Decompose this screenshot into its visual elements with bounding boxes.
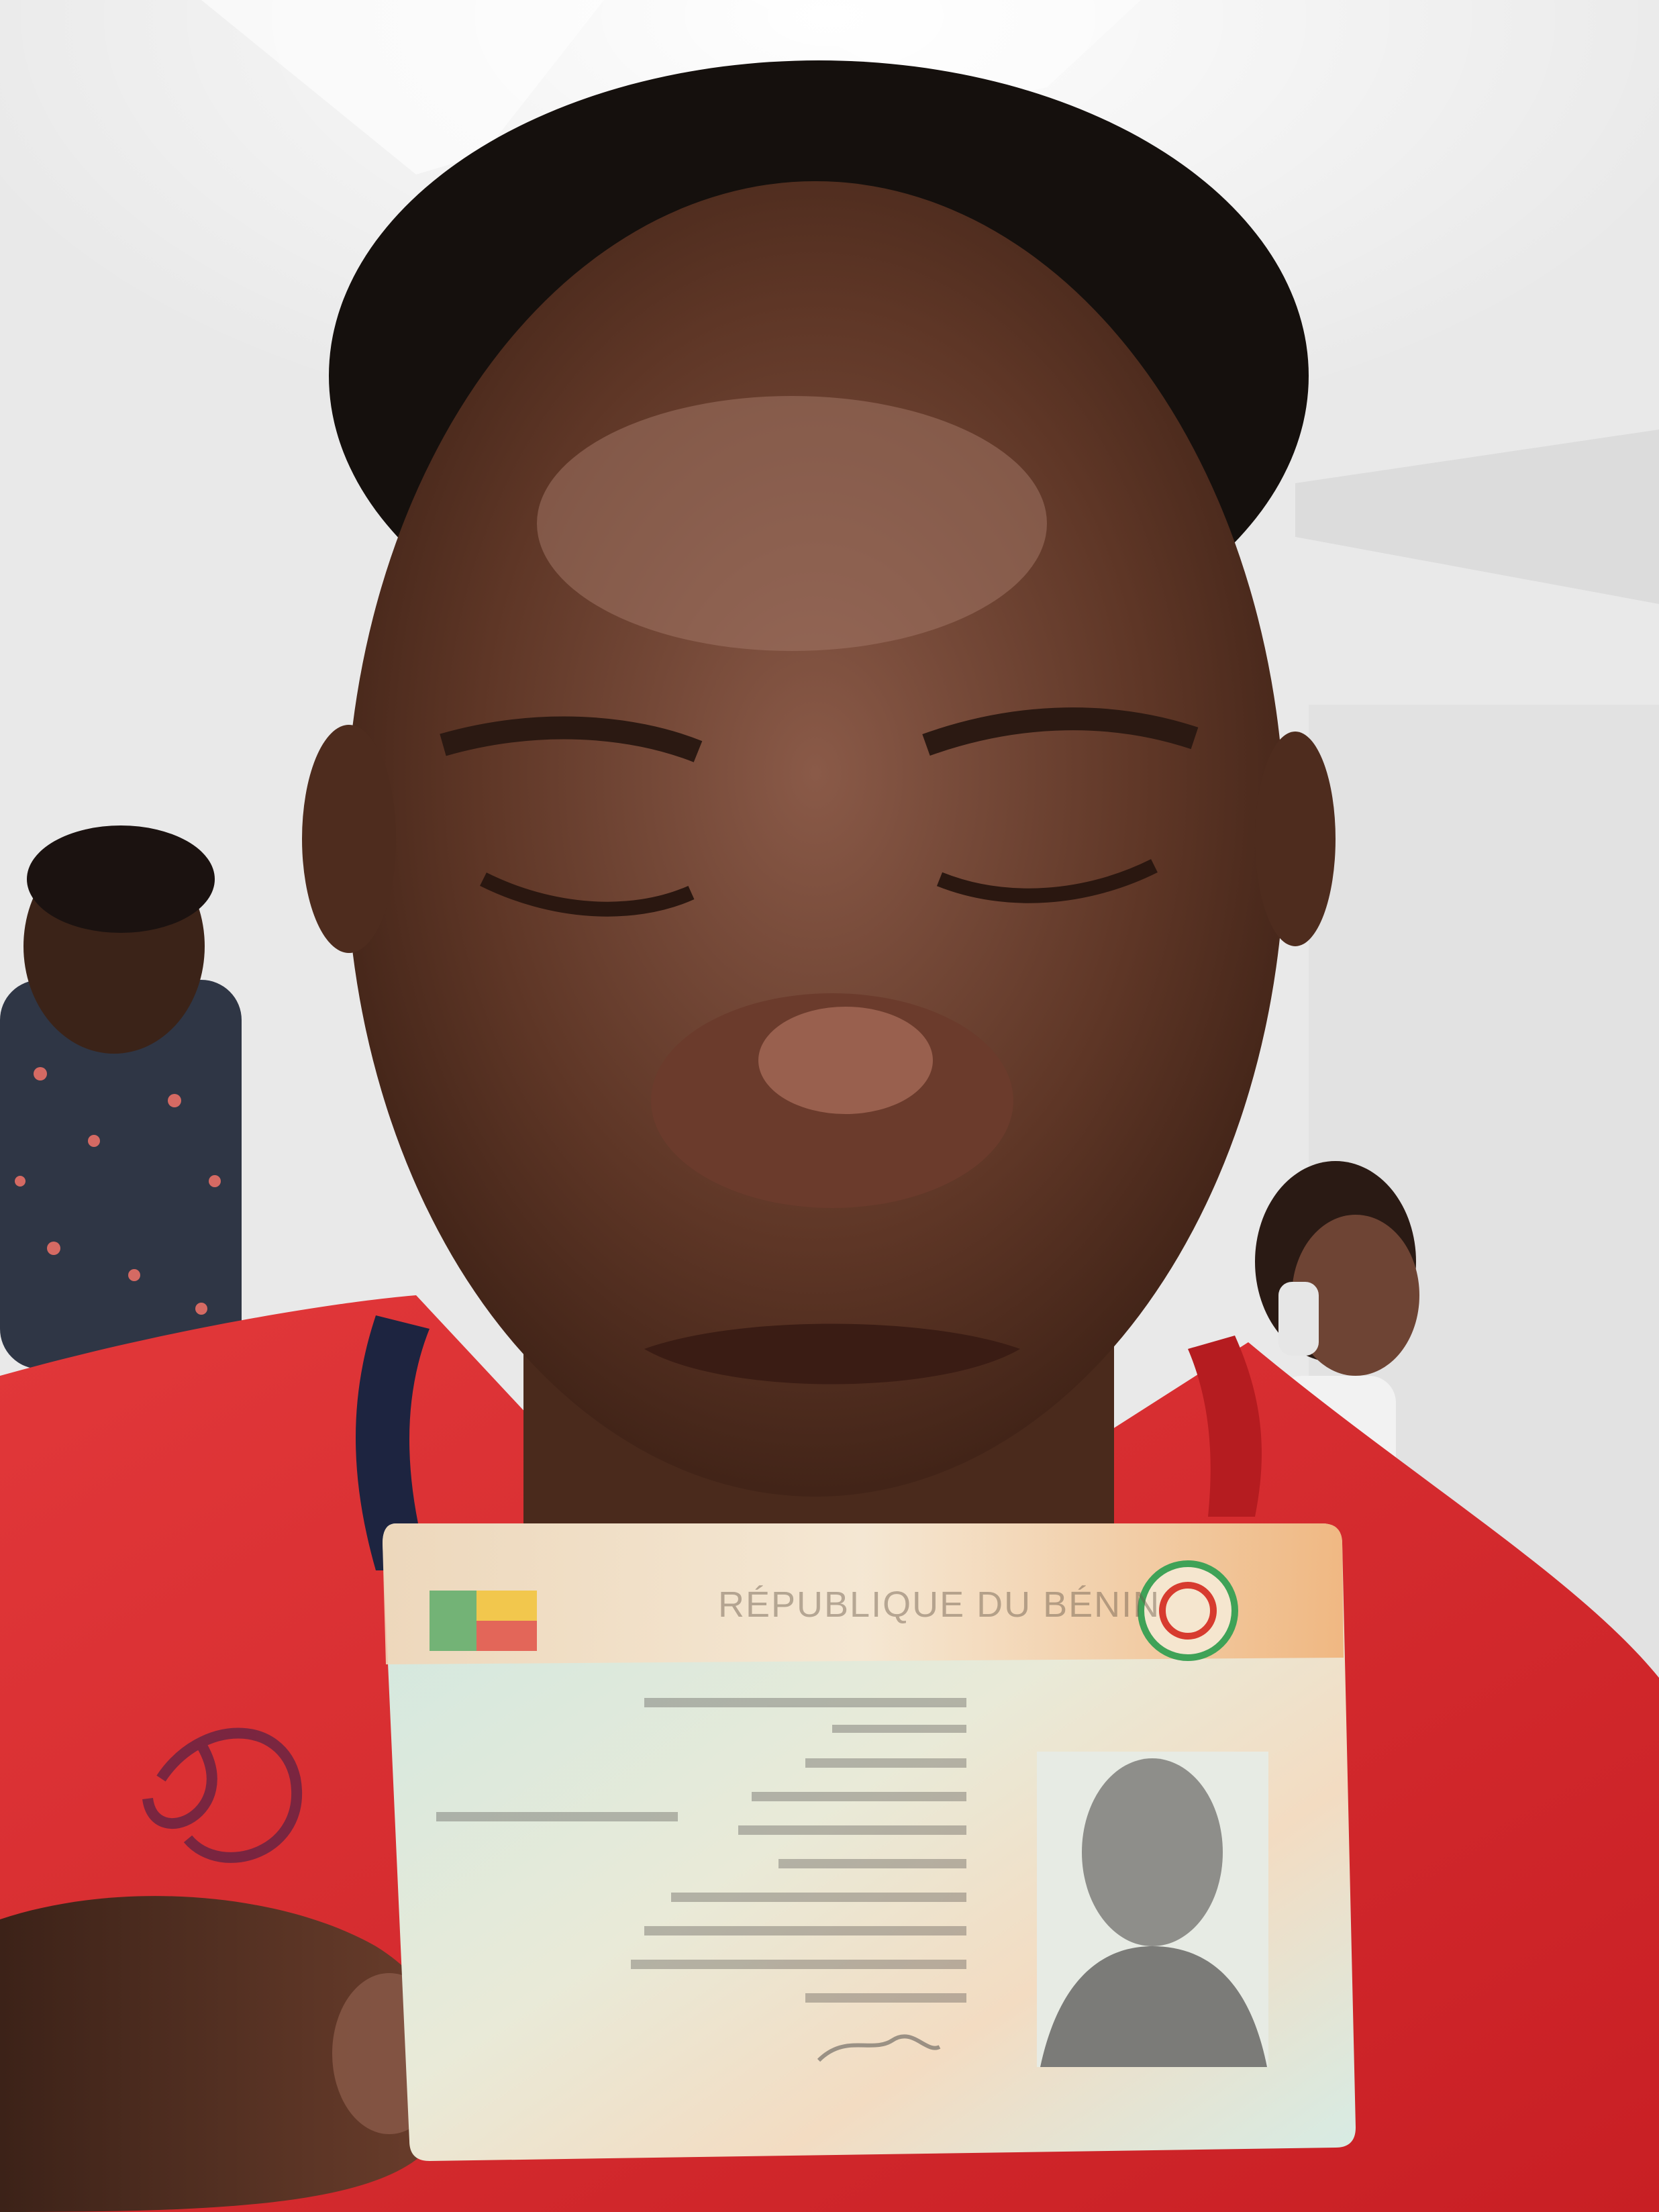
benin-flag-red bbox=[476, 1621, 537, 1651]
ear-left bbox=[302, 725, 396, 953]
nose-highlight bbox=[758, 1007, 933, 1114]
face bbox=[346, 181, 1285, 1497]
ear-right bbox=[1255, 732, 1336, 946]
id-card-header: RÉPUBLIQUE DU BÉNIN bbox=[718, 1585, 1161, 1625]
benin-flag-yellow bbox=[476, 1591, 537, 1621]
forehead-highlight bbox=[537, 396, 1047, 651]
benin-flag-green bbox=[430, 1591, 476, 1651]
